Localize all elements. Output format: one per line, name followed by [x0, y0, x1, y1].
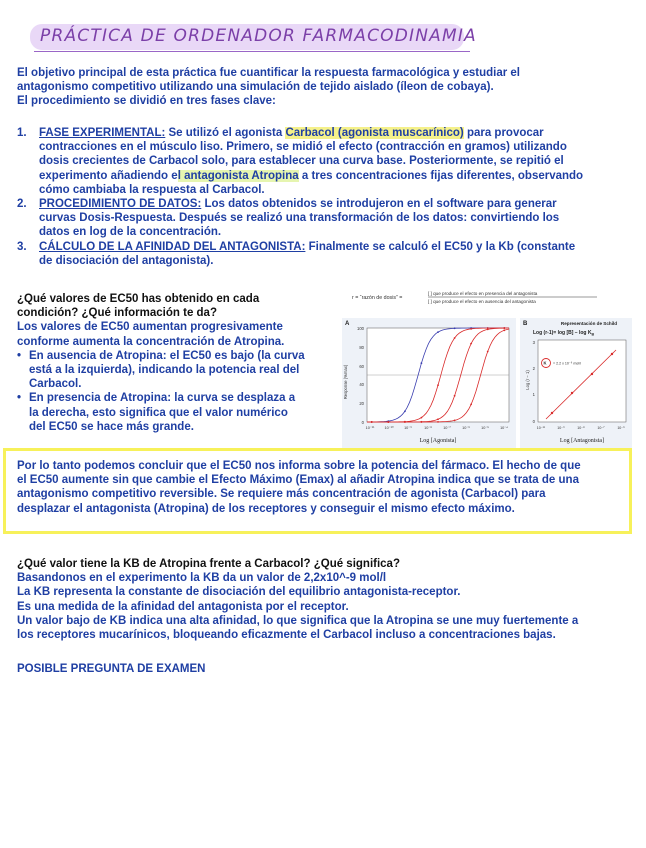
bullet-text: Carbacol.	[29, 378, 82, 391]
answer-line: Los valores de EC50 aumentan progresivamente	[17, 321, 283, 334]
question-2: ¿Qué valor tiene la KB de Atropina frente a Carbacol? ¿Qué significa?	[17, 558, 400, 570]
intro-line: antagonismo competitivo utilizando una simulación de tejido aislado (íleon de cobaya).	[17, 81, 494, 94]
a-xtick: 10⁻⁴	[500, 426, 508, 430]
pharmacology-figure	[342, 290, 632, 448]
bullet-text: En ausencia de Atropina: el EC50 es bajo (la curva	[29, 349, 305, 362]
conclusion-line: el EC50 aumente sin que cambie el Efecto Máximo (Emax) al añadir Atropina indica que se trata de una	[17, 474, 579, 487]
highlight-carbacol: Carbacol (agonista muscarínico)	[285, 127, 464, 139]
curve-point	[421, 421, 423, 423]
highlight-atropina: l antagonista Atropina	[177, 169, 299, 182]
step-text: curvas Dosis-Respuesta. Después se realizó una transformación de los datos: convirtiendo los	[39, 212, 560, 225]
schild-title: Representación de Schild	[560, 321, 618, 326]
a-ytick: 100	[357, 326, 364, 331]
step-text: Los datos obtenidos se introdujeron en el software para generar	[201, 198, 557, 211]
curve-point	[487, 351, 489, 353]
schild-point	[611, 353, 613, 355]
b-ytick: 1	[532, 392, 535, 397]
step-text: para provocar	[463, 127, 544, 139]
b-xtick: 10⁻¹⁰	[536, 426, 546, 430]
curve-point	[421, 362, 423, 364]
title-underline	[34, 51, 470, 52]
step-heading: CÁLCULO DE LA AFINIDAD DEL ANTAGONISTA:	[39, 240, 306, 253]
b-xtick: 10⁻⁹	[557, 426, 565, 430]
answer-line: Basandonos en el experimento la KB da un valor de 2,2x10^-9 mol/l	[17, 572, 387, 585]
bullet-text: la derecha, esto significa que el valor numérico	[29, 406, 288, 419]
curve-point	[371, 421, 373, 423]
b-ytick: 0	[532, 419, 535, 424]
curve-point	[470, 343, 472, 345]
bullet-absence	[17, 349, 337, 392]
b-xtick: 10⁻⁸	[577, 426, 585, 430]
step-number: 1.	[17, 127, 27, 139]
answer-line: La KB representa la constante de disociación del equilibrio antagonista-receptor.	[17, 586, 461, 599]
steps-list	[17, 126, 637, 268]
step-text: contracciones en el músculo liso. Primero, se midió el efecto (contracción en gramos) utilizando	[39, 141, 567, 154]
a-xlabel: Log [Agonista]	[419, 438, 457, 444]
b-xtick: 10⁻⁷	[597, 426, 605, 430]
curve-point	[503, 327, 505, 329]
step-text: Finalmente se calculó el EC50 y la Kb (constante	[305, 240, 576, 253]
exam-note: POSIBLE PREGUNTA DE EXAMEN	[17, 663, 206, 675]
formula-bottom: [ ] que produce el efecto en ausencia del antagonista	[428, 299, 536, 304]
panel-a-label: A	[345, 321, 350, 327]
curve-point	[454, 327, 456, 329]
step-heading: PROCEDIMIENTO DE DATOS:	[39, 198, 202, 211]
curve-point	[437, 421, 439, 423]
a-xtick: 10⁻⁹	[404, 426, 412, 430]
question-1-line: condición? ¿Qué información te da?	[17, 307, 217, 320]
curve-point	[503, 329, 505, 331]
formula-left: r = “razón de dosis” =	[352, 295, 403, 301]
b-xlabel: Log [Antagonista]	[559, 438, 605, 444]
a-xtick: 10⁻⁵	[481, 426, 489, 430]
kb-value: = 2.2 x 10⁻⁹ mol/l	[553, 361, 581, 366]
answer-line: conforme aumenta la concentración de Atropina.	[17, 335, 285, 348]
page-title: PRÁCTICA DE ORDENADOR FARMACODINAMIA	[40, 26, 477, 46]
a-xtick: 10⁻¹¹	[365, 426, 375, 430]
a-xtick: 10⁻¹⁰	[384, 426, 394, 430]
curve-point	[404, 421, 406, 423]
a-xtick: 10⁻⁷	[443, 426, 451, 430]
curve-point	[487, 329, 489, 331]
answer-line: Es una medida de la afinidad del antagonista por el receptor.	[17, 600, 349, 613]
schild-point	[591, 373, 593, 375]
question-1-block	[17, 292, 337, 434]
bullet-text: En presencia de Atropina: la curva se desplaza a	[29, 392, 296, 405]
b-ytick: 2	[532, 366, 535, 371]
step-heading: FASE EXPERIMENTAL:	[39, 127, 166, 139]
a-ytick: 40	[359, 382, 364, 387]
a-ytick: 0	[361, 420, 364, 425]
step-item-1	[17, 126, 637, 197]
step-text: Se utilizó el agonista	[165, 127, 286, 139]
a-ytick: 60	[359, 364, 364, 369]
kb-symbol: K	[543, 360, 547, 366]
step-text: experimento añadiendo e	[39, 169, 178, 182]
a-xtick: 10⁻⁸	[424, 426, 432, 430]
schild-equation: Log $(r-1)= \log [B] - \log K_B$	[533, 330, 595, 337]
question-1-line: ¿Qué valores de EC50 has obtenido en cada	[17, 293, 260, 305]
curve-point	[387, 421, 389, 423]
conclusion-paragraph	[17, 459, 633, 516]
b-ylabel: Log (r − 1)	[525, 370, 530, 390]
curve-point	[454, 420, 456, 422]
step-number: 3.	[17, 240, 27, 253]
curve-point	[421, 417, 423, 419]
curve-point	[454, 395, 456, 397]
intro-line: El objetivo principal de esta práctica fue cuantificar la respuesta farmacológica y estudiar el	[17, 67, 520, 79]
intro-paragraph	[17, 66, 637, 109]
step-item-3	[17, 240, 637, 268]
a-ytick: 20	[359, 401, 364, 406]
curve-point	[404, 410, 406, 412]
conclusion-line: desplazar el antagonista (Atropina) de los receptores y conseguir el mismo efecto máximo.	[17, 502, 515, 515]
question-2-block	[17, 557, 637, 642]
curve-point	[470, 404, 472, 406]
formula-top: [ ] que produce el efecto en presencia del antagonista	[428, 291, 538, 296]
curve-point	[470, 328, 472, 330]
a-ytick: 80	[359, 345, 364, 350]
step-item-2	[17, 197, 637, 240]
step-text: cómo cambiaba la respuesta al Carbacol.	[39, 183, 265, 196]
schild-point	[551, 412, 553, 414]
bullet-text: está a la izquierda), indicando la potencia real del	[29, 364, 300, 377]
panel-b-label: B	[523, 321, 528, 327]
panel-b-plot-area	[538, 340, 626, 422]
answer-line: Un valor bajo de KB indica una alta afinidad, lo que significa que la Atropina se une muy fuertemente a	[17, 614, 579, 627]
schild-point	[571, 392, 573, 394]
title-block	[34, 22, 483, 50]
b-ytick: 3	[532, 340, 535, 345]
a-xtick: 10⁻⁶	[462, 426, 470, 430]
bullet-presence	[17, 391, 337, 434]
step-text: datos en log de la concentración.	[39, 226, 222, 239]
curve-point	[437, 331, 439, 333]
bullet-dot: •	[17, 392, 22, 405]
step-text: a tres concentraciones fijas diferentes, observando	[298, 169, 584, 182]
conclusion-line: Por lo tanto podemos concluir que el EC50 nos informa sobre la potencia del fármaco. El hecho de que	[17, 460, 581, 472]
step-text: dosis crecientes de Carbacol solo, para establecer una curva base. Posteriormente, se repitió el	[39, 155, 564, 168]
bullet-dot: •	[17, 349, 22, 362]
answer-line: los receptores mucarínicos, bloqueando eficazmente el Carbacol incluso a concentraciones bajas.	[17, 629, 556, 642]
bullet-text: del EC50 se hace más grande.	[29, 420, 194, 433]
step-text: de disociación del antagonista).	[39, 254, 214, 267]
curve-point	[454, 337, 456, 339]
curve-point	[437, 418, 439, 420]
intro-line: El procedimiento se dividió en tres fases clave:	[17, 95, 276, 108]
step-number: 2.	[17, 198, 27, 211]
a-ylabel: Response (%max)	[343, 364, 348, 400]
conclusion-line: antagonismo competitivo reversible. Se requiere más concentración de agonista (Carbacol) para	[17, 488, 546, 501]
curve-point	[437, 384, 439, 386]
b-xtick: 10⁻⁶	[617, 426, 625, 430]
